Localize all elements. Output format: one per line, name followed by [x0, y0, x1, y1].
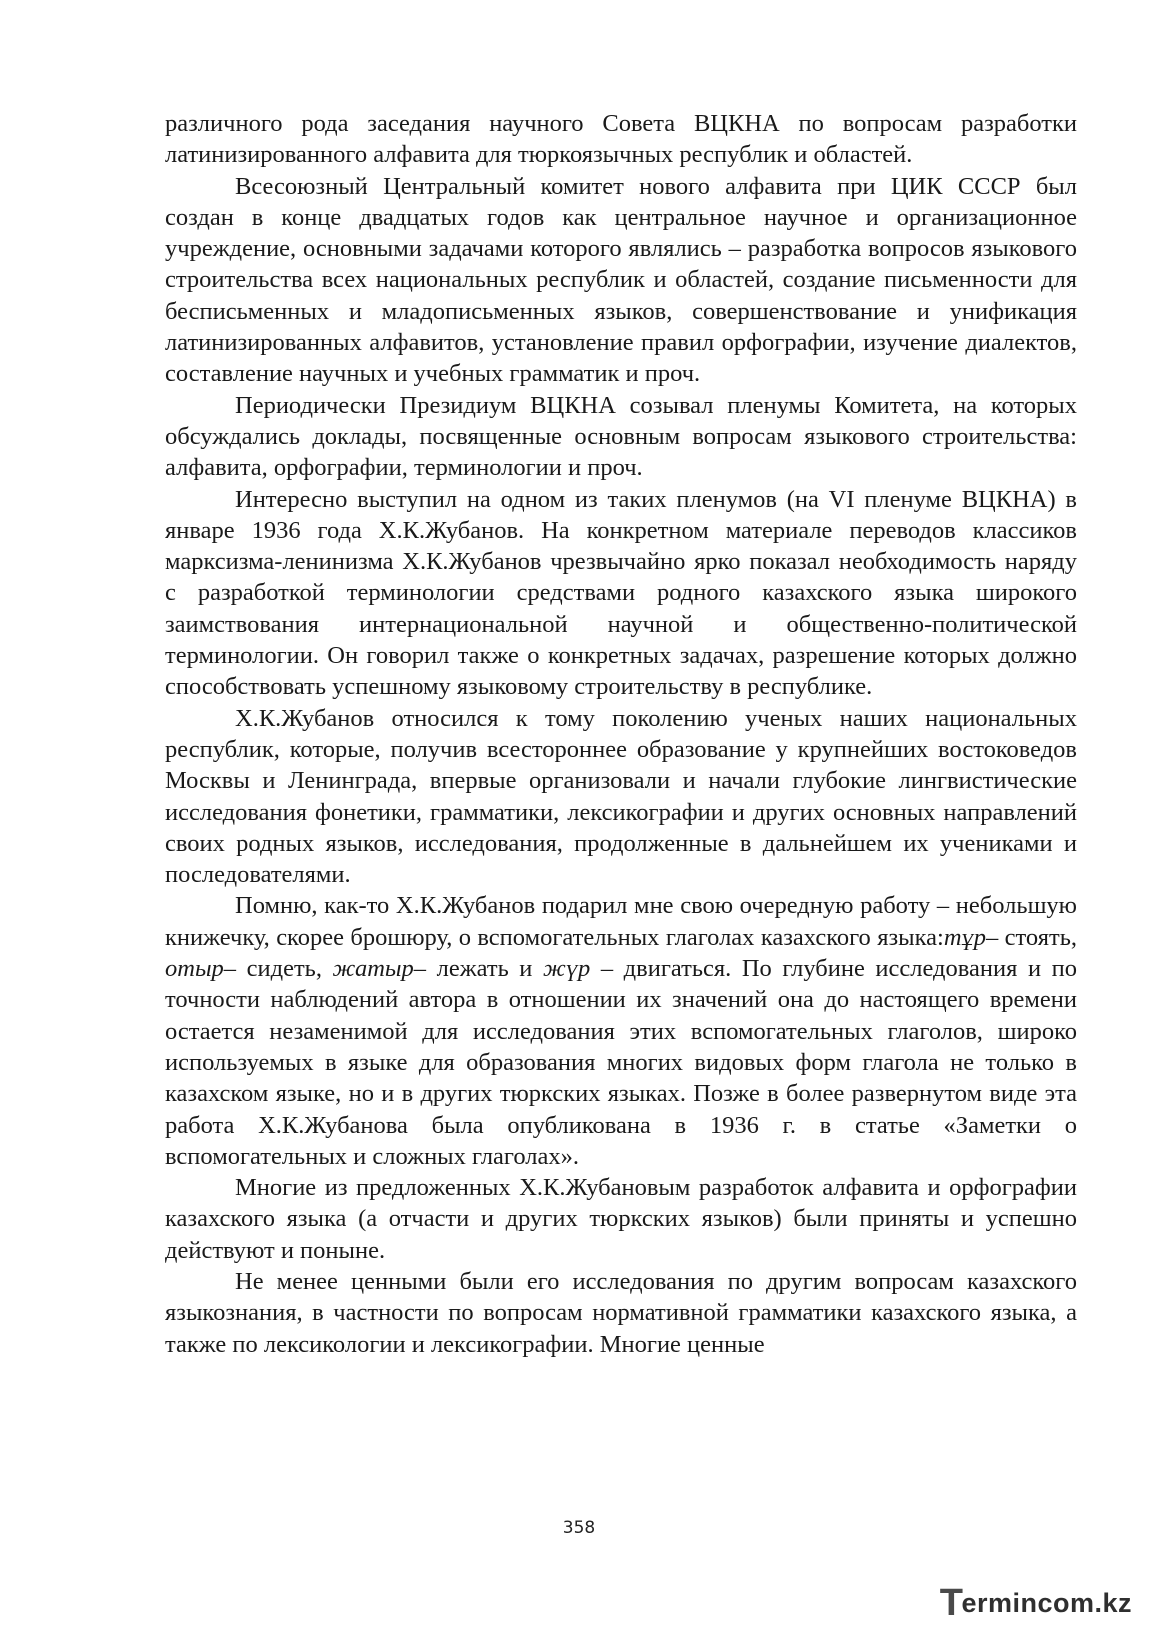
- page-body: [165, 108, 1077, 1360]
- paragraph-text: – стоять,: [986, 923, 1077, 951]
- paragraph-text: Периодически Президиум ВЦКНА созывал пленумы Комитета, на которых обсуждались доклады, посвященные основным вопросам языкового строительства: алфавита, орфографии, терминологии и проч.: [165, 391, 1077, 482]
- paragraph-text: различного рода заседания научного Совета ВЦКНА по вопросам разработки латинизированного алфавита для тюркоязычных республик и областей.: [165, 110, 1077, 169]
- body-paragraph: [165, 1172, 1077, 1266]
- italic-term: тұр: [943, 923, 987, 951]
- italic-term: жүр: [543, 955, 591, 983]
- italic-term: жатыр: [332, 955, 414, 983]
- termincom-watermark: [940, 1583, 1132, 1623]
- paragraph-text: Помню, как-то Х.К.Жубанов подарил мне свою очередную работу – небольшую книжечку, скорее брошюру, о вспомогательных глаголах казахского языка:: [165, 892, 1077, 951]
- body-paragraph: [165, 1266, 1077, 1360]
- watermark-logo-letter: T: [939, 1581, 964, 1624]
- paragraph-text: Х.К.Жубанов относился к тому поколению ученых наших национальных республик, которые, получив всестороннее образование у крупнейших востоковедов Москвы и Ленинграда, впервые организовали и начали глубокие лингвистические исследования фонетики, грамматики, лексикографии и других основных направлений своих родных языков, исследования, продолженные в дальнейшем их учениками и последователями.: [165, 704, 1077, 889]
- paragraph-text: Многие из предложенных Х.К.Жубановым разработок алфавита и орфографии казахского языка (а отчасти и других тюркских языков) были приняты и успешно действуют и поныне.: [165, 1174, 1077, 1264]
- italic-term: отыр: [165, 955, 224, 983]
- paragraph-text: – сидеть,: [223, 955, 333, 983]
- paragraph-text: Не менее ценными были его исследования по другим вопросам казахского языкознания, в частности по вопросам нормативной грамматики казахского языка, а также по лексикологии и лексикографии. Многие ценные: [165, 1267, 1077, 1358]
- body-paragraph: [165, 484, 1077, 703]
- paragraph-text: – лежать и: [413, 955, 543, 983]
- body-paragraph: [165, 390, 1077, 484]
- paragraph-text: Всесоюзный Центральный комитет нового алфавита при ЦИК СССР был создан в конце двадцатых годов как центральное научное и организационное учреждение, основными задачами которого являлись – разработка вопросов языкового строительства всех национальных республик и областей, создание письменности для бесписьменных и младописьменных языков, совершенствование и унификация латинизированных алфавитов, установление правил орфографии, изучение диалектов, составление научных и учебных грамматик и проч.: [165, 172, 1077, 388]
- body-paragraph: [165, 171, 1077, 390]
- body-paragraph: [165, 108, 1077, 171]
- watermark-logo-text: ermincom.kz: [961, 1587, 1132, 1618]
- paragraph-text: Интересно выступил на одном из таких пленумов (на VI пленуме ВЦКНА) в январе 1936 года Х.К.Жубанов. На конкретном материале переводов классиков марксизма-ленинизма Х.К.Жубанов чрезвычайно ярко показал необходимость наряду с разработкой терминологии средствами родного казахского языка широкого заимствования интернациональной научной и общественно-политической терминологии. Он говорил также о конкретных задачах, разрешение которых должно способствовать успешному языковому строительству в республике.: [165, 485, 1077, 701]
- body-paragraph: [165, 703, 1077, 891]
- body-paragraph: [165, 890, 1077, 1172]
- page-number: 358: [562, 1518, 596, 1538]
- paragraph-text: – двигаться. По глубине исследования и по точности наблюдений автора в отношении их значений она до настоящего времени остается незаменимой для исследования этих вспомогательных глаголов, широко используемых в языке для образования многих видовых форм глагола не только в казахском языке, но и в других тюркских языках. Позже в более развернутом виде эта работа Х.К.Жубанова была опубликована в 1936 г. в статье «Заметки о вспомогательных и сложных глаголах».: [165, 955, 1077, 1170]
